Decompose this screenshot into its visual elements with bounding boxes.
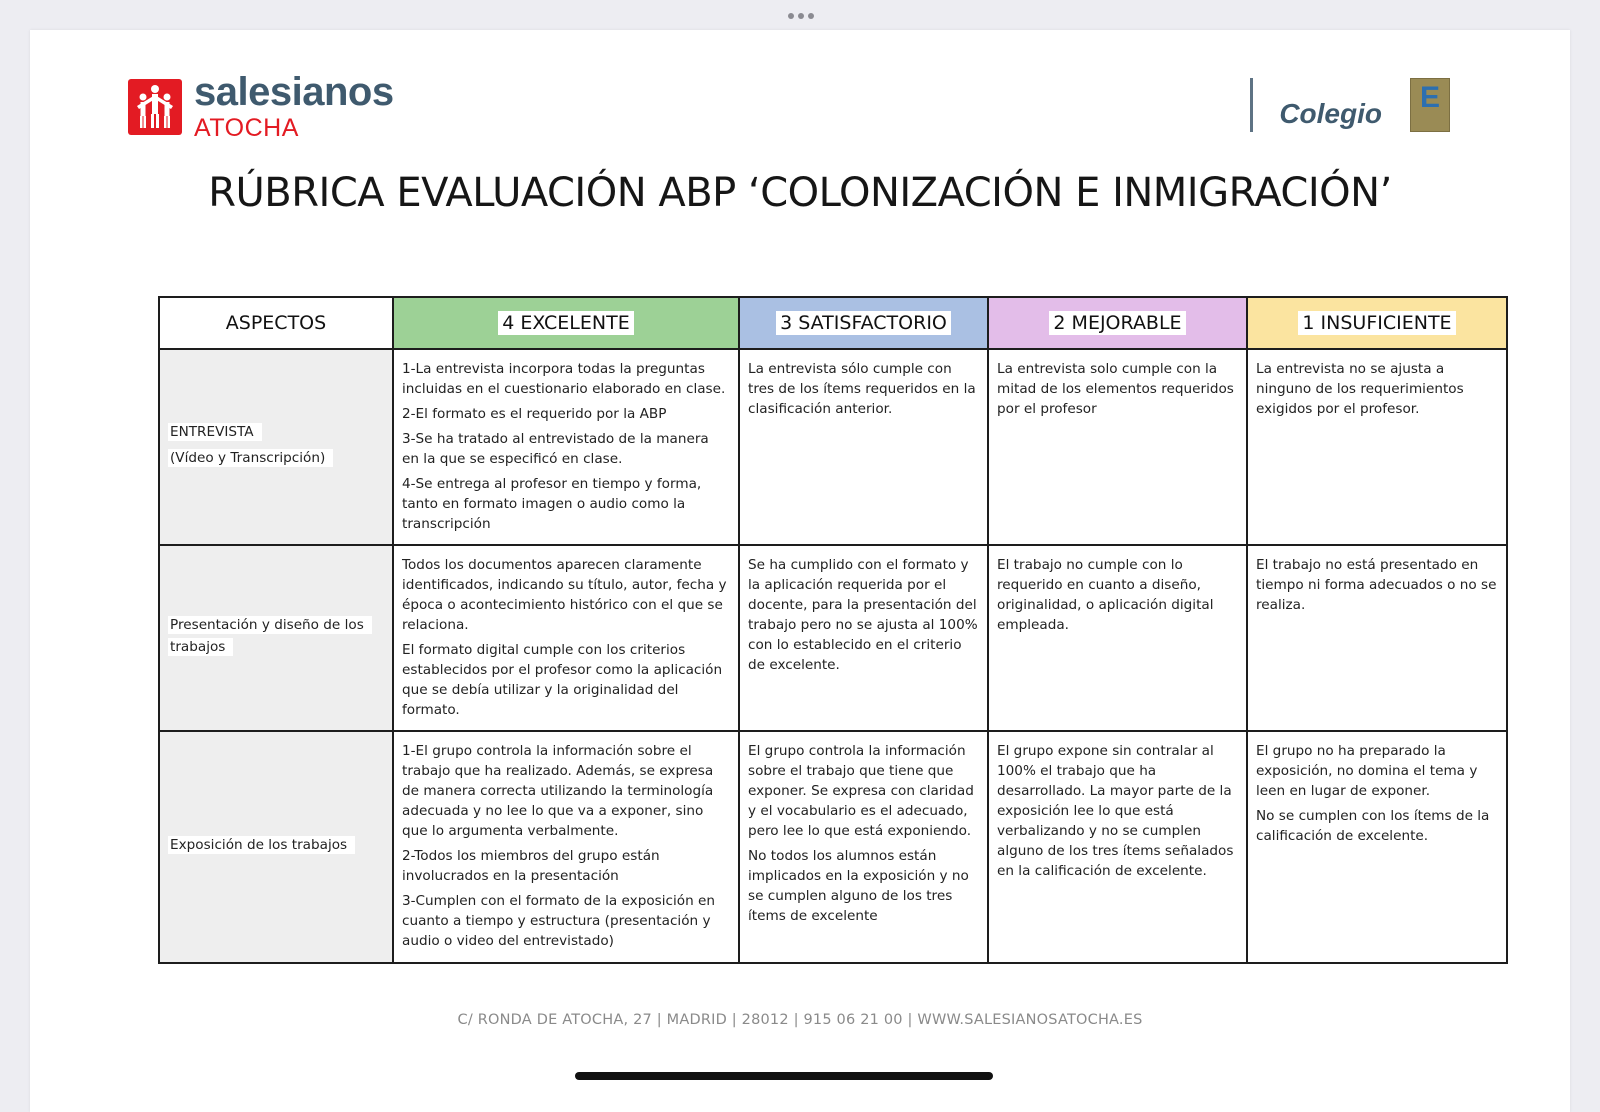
criteria-cell-insuficiente: La entrevista no se ajusta a ninguno de los requerimientos exigidos por el profesor. [1247, 349, 1507, 545]
logo-location: ATOCHA [194, 114, 299, 142]
table-row [159, 545, 1507, 731]
logo-name: salesianos [194, 70, 394, 114]
document-page [30, 30, 1570, 1112]
aspect-label: (Vídeo y Transcripción) [168, 449, 333, 467]
header-aspectos: ASPECTOS [159, 297, 393, 349]
table-row [159, 731, 1507, 963]
aspect-label: trabajos [168, 638, 233, 656]
criteria-cell-mejorable: La entrevista solo cumple con la mitad de los elementos requeridos por el profesor [988, 349, 1247, 545]
aspect-cell [159, 545, 393, 731]
dot-icon [808, 13, 814, 19]
colegio-logo [1250, 78, 1450, 132]
criteria-cell-satisfactorio: El grupo controla la información sobre el trabajo que tiene que exponer. Se expresa con claridad y el vocabulario es el adecuado, pero lee lo que está exponiendo. No todos los alumnos están implicados en la exposición y no se cumplen alguno de los tres ítems de excelente [739, 731, 988, 963]
salesianos-emblem-icon [128, 79, 182, 135]
table-row [159, 349, 1507, 545]
criteria-cell-satisfactorio: Se ha cumplido con el formato y la aplicación requerida por el docente, para la presentación del trabajo pero no se ajusta al 100% con lo establecido en el criterio de excelente. [739, 545, 988, 731]
criteria-cell-mejorable: El grupo expone sin contralar al 100% el trabajo que ha desarrollado. La mayor parte de la exposición lee lo que está verbalizando y no se cumplen alguno de los tres ítems señalados en la calificación de excelente. [988, 731, 1247, 963]
document-title: RÚBRICA EVALUACIÓN ABP ‘COLONIZACIÓN E INMIGRACIÓN’ [208, 170, 1392, 216]
criteria-cell-satisfactorio: La entrevista sólo cumple con tres de los ítems requeridos en la clasificación anterior. [739, 349, 988, 545]
footer-address: C/ RONDA DE ATOCHA, 27 | MADRID | 28012 | 915 06 21 00 | WWW.SALESIANOSATOCHA.ES [457, 1012, 1143, 1028]
header-excelente: 4 EXCELENTE [393, 297, 739, 349]
header-satisfactorio: 3 SATISFACTORIO [739, 297, 988, 349]
e-badge-icon: E [1410, 78, 1450, 132]
header-mejorable: 2 MEJORABLE [988, 297, 1247, 349]
aspect-cell [159, 731, 393, 963]
colegio-label: Colegio [1279, 98, 1382, 129]
criteria-cell-excelente: 1-La entrevista incorpora todas la preguntas incluidas en el cuestionario elaborado en clase. 2-El formato es el requerido por la ABP 3-Se ha tratado al entrevistado de la manera en la que se especificó en clase. 4-Se entrega al profesor en tiempo y forma, tanto en formato imagen o audio como la transcripción [393, 349, 739, 545]
aspect-cell [159, 349, 393, 545]
dot-icon [798, 13, 804, 19]
criteria-cell-excelente: Todos los documentos aparecen claramente identificados, indicando su título, autor, fecha y época o acontecimiento histórico con el que se relaciona. El formato digital cumple con los criterios establecidos por el profesor como la aplicación que se debía utilizar y la originalidad del formato. [393, 545, 739, 731]
criteria-cell-excelente: 1-El grupo controla la información sobre el trabajo que ha realizado. Además, se expresa de manera correcta utilizando la terminología adecuada y no lee lo que va a exponer, sino que lo argumenta verbalmente. 2-Todos los miembros del grupo están involucrados en la presentación 3-Cumplen con el formato de la exposición en cuanto a tiempo y estructura (presentación y audio o video del entrevistado) [393, 731, 739, 963]
dot-icon [788, 13, 794, 19]
home-indicator-bar[interactable] [575, 1072, 993, 1080]
logo-divider [1250, 78, 1253, 132]
criteria-cell-mejorable: El trabajo no cumple con lo requerido en cuanto a diseño, originalidad, o aplicación digital empleada. [988, 545, 1247, 731]
criteria-cell-insuficiente: El trabajo no está presentado en tiempo ni forma adecuados o no se realiza. [1247, 545, 1507, 731]
header-row [159, 297, 1507, 349]
salesianos-logo [128, 72, 394, 141]
rubric-table [158, 296, 1508, 964]
aspect-label: Presentación y diseño de los [168, 616, 372, 634]
aspect-label: Exposición de los trabajos [168, 836, 355, 854]
aspect-label: ENTREVISTA [168, 423, 262, 441]
criteria-cell-insuficiente: El grupo no ha preparado la exposición, no domina el tema y leen en lugar de exponer. No se cumplen con los ítems de la calificación de excelente. [1247, 731, 1507, 963]
header-insuficiente: 1 INSUFICIENTE [1247, 297, 1507, 349]
window-handle-dots[interactable] [786, 10, 816, 22]
